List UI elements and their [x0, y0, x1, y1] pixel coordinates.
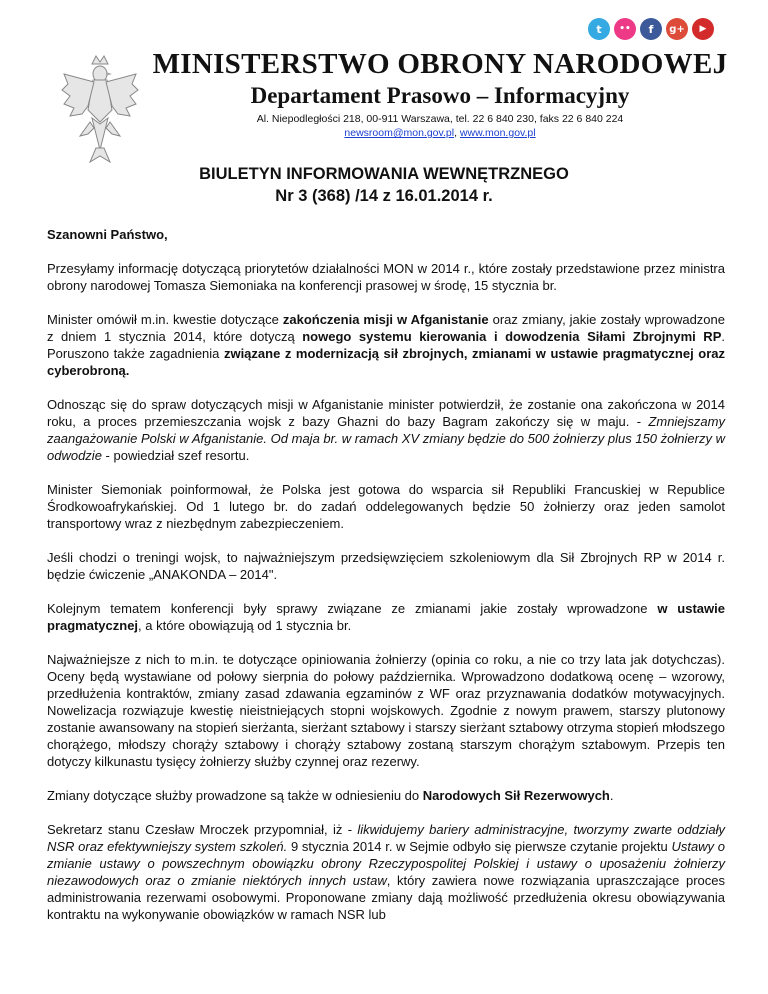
- greeting: Szanowni Państwo,: [47, 227, 168, 242]
- paragraph-2: Minister omówił m.in. kwestie dotyczące zakończenia misji w Afganistanie oraz zmiany, jakie zostały wprowadzone z dniem 1 stycznia 2014, które dotyczą nowego systemu kierowania i dowodzenia Siłami Zbrojnymi RP. Poruszono także zagadnienia związane z modernizacją sił zbrojnych, zmianami w ustawie pragmatycznej oraz cyberobroną.: [47, 312, 725, 378]
- links-line: [150, 126, 730, 140]
- paragraph-1: Przesyłamy informację dotyczącą priorytetów działalności MON w 2014 r., które zostały przedstawione przez ministra obrony narodowej Tomasza Siemoniaka na konferencji prasowej w środę, 15 stycznia br.: [47, 261, 725, 293]
- department-name: Departament Prasowo – Informacyjny: [250, 83, 630, 108]
- website-link[interactable]: www.mon.gov.pl: [459, 127, 536, 139]
- paragraph-8: Zmiany dotyczące służby prowadzone są także w odniesieniu do Narodowych Sił Rezerwowych.: [47, 788, 614, 803]
- paragraph-5: Jeśli chodzi o treningi wojsk, to najważniejszym przedsięwzięciem szkoleniowym dla Sił Zbrojnych RP w 2014 r. będzie ćwiczenie „ANAKONDA – 2014".: [47, 550, 725, 582]
- paragraph-3: Odnosząc się do spraw dotyczących misji w Afganistanie minister potwierdził, że zostanie ona zakończona w 2014 roku, a proces przemieszczania wojsk z bazy Ghazni do bazy Bagram zakończy się w maju. - Zmniejszamy zaangażowanie Polski w Afganistanie. Od maja br. w ramach XV zmiany będzie do 500 żołnierzy plus 150 żołnierzy w odwodzie - powiedział szef resortu.: [47, 397, 725, 463]
- paragraph-6: Kolejnym tematem konferencji były sprawy związane ze zmianami jakie zostały wprowadzone w ustawie pragmatycznej, a które obowiązują od 1 stycznia br.: [47, 601, 725, 633]
- bulletin-body: [47, 226, 725, 923]
- bulletin-issue-line: Nr 3 (368) /14 z 16.01.2014 r.: [275, 187, 493, 205]
- social-links: [588, 18, 714, 40]
- paragraph-4: Minister Siemoniak poinformował, że Polska jest gotowa do wsparcia sił Republiki Francuskiej w Republice Środkowoafrykańskiej. Od 1 lutego br. do zadań oddelegowanych będzie 50 żołnierzy oraz jeden samolot transportowy wraz z niezbędnym zabezpieczeniem.: [47, 482, 725, 531]
- youtube-icon[interactable]: ▶: [692, 18, 714, 40]
- paragraph-7: Najważniejsze z nich to m.in. te dotyczące opiniowania żołnierzy (opinia co roku, a nie co trzy lata jak dotychczas). Oceny będą wystawiane od połowy sierpnia do połowy października. Wprowadzono dodatkową ocenę – wzorowy, przedłużenia kontraktów, zmiany zasad zdawania egzaminów z WF oraz przyznawania dodatków motywacyjnych. Nowelizacja rozwiązuje kwestię nieistniejących stopni wojskowych. Zgodnie z nowym prawem, starszy plutonowy zostanie awansowany na stopień sierżanta, sierżant sztabowy i starszy sierżant sztabowy otrzyma stopień młodszego chorążego, młodszy chorąży sztabowy i chorąży sztabowy zostaną starszym chorążym sztabowym. Przepis ten dotyczy kilkunastu tysięcy żołnierzy służby czynnej oraz rezerwy.: [47, 652, 725, 769]
- address-line: Al. Niepodległości 218, 00-911 Warszawa, tel. 22 6 840 230, faks 22 6 840 224: [256, 113, 624, 125]
- flickr-icon[interactable]: ••: [614, 18, 636, 40]
- contact-info: [150, 112, 730, 140]
- paragraph-9: Sekretarz stanu Czesław Mroczek przypomniał, iż - likwidujemy bariery administracyjne, tworzymy zwarte oddziały NSR oraz efektywniejszy system szkoleń. 9 stycznia 2014 r. w Sejmie odbyło się pierwsze czytanie projektu Ustawy o zmianie ustawy o powszechnym obowiązku obrony Rzeczypospolitej Polskiej i ustawy o uposażeniu żołnierzy niezawodowych oraz o zmianie niektórych innych ustaw, który zawiera nowe rozwiązania upraszczające proces administrowania rezerwami osobowymi. Proponowane zmiany dają możliwość przedłużenia okresu obowiązywania kontraktu na wykonywanie obowiązków w ramach NSR lub: [47, 822, 726, 922]
- twitter-icon[interactable]: t: [588, 18, 610, 40]
- link-separator: ,: [454, 127, 460, 139]
- ministry-name: MINISTERSTWO OBRONY NARODOWEJ: [152, 48, 728, 80]
- bulletin-title-line1: BIULETYN INFORMOWANIA WEWNĘTRZNEGO: [199, 165, 569, 183]
- email-link[interactable]: newsroom@mon.gov.pl: [344, 127, 455, 139]
- facebook-icon[interactable]: f: [640, 18, 662, 40]
- bulletin-title: [60, 163, 708, 207]
- google-plus-icon[interactable]: g+: [666, 18, 688, 40]
- polish-eagle-emblem-icon: [60, 50, 140, 170]
